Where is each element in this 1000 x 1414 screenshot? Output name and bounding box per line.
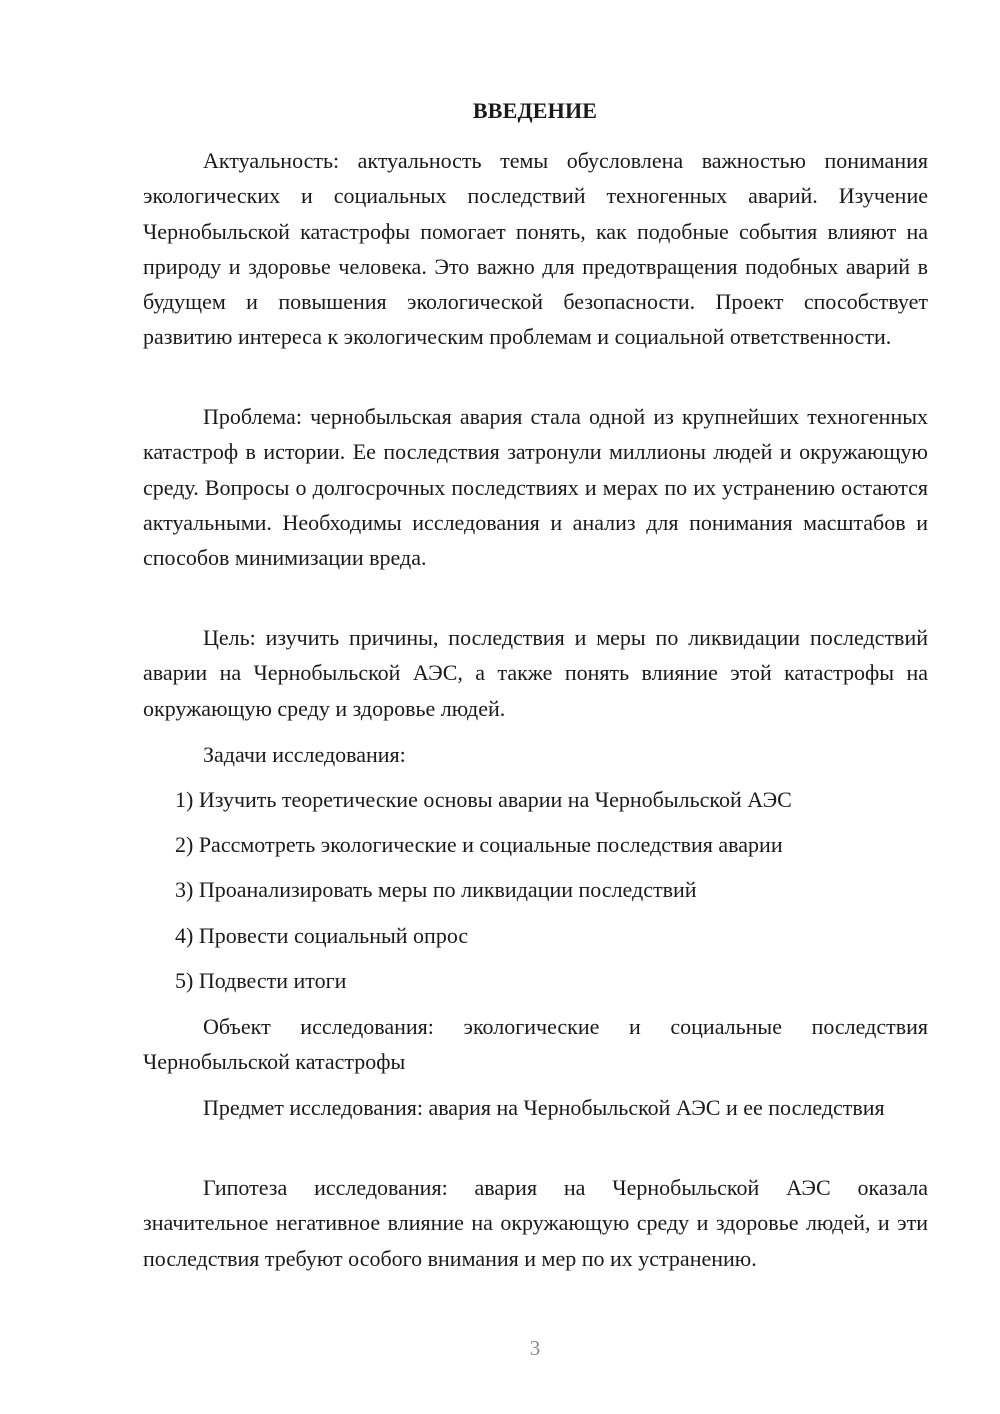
hypothesis-paragraph: Гипотеза исследования: авария на Чернобыльской АЭС оказала значительное негативное влияние на окружающую среду и здоровье людей, и эти последствия требуют особого внимания и мер по их устранению. xyxy=(143,1175,928,1271)
relevance-paragraph: Актуальность: актуальность темы обусловлена важностью понимания экологических и социальных последствий техногенных аварий. Изучение Чернобыльской катастрофы помогает понять, как подобные события влияют на природу и здоровье человека. Это важно для предотвращения подобных аварий в будущем и повышения экологической безопасности. Проект способствует развитию интереса к экологическим проблемам и социальной ответственности. xyxy=(143,148,928,350)
page-title: ВВЕДЕНИЕ xyxy=(472,98,598,123)
tasks-heading: Задачи исследования: xyxy=(203,742,406,767)
task-item: 3) Проанализировать меры по ликвидации последствий xyxy=(175,877,697,902)
object-paragraph: Объект исследования: экологические и социальные последствия Чернобыльской катастрофы xyxy=(143,1014,928,1075)
task-item: 5) Подвести итоги xyxy=(175,968,347,993)
goal-paragraph: Цель: изучить причины, последствия и меры по ликвидации последствий аварии на Чернобыльской АЭС, а также понять влияние этой катастрофы на окружающую среду и здоровье людей. xyxy=(143,625,928,721)
task-item: 4) Провести социальный опрос xyxy=(175,923,469,948)
problem-paragraph: Проблема: чернобыльская авария стала одной из крупнейших техногенных катастроф в истории. Ее последствия затронули миллионы людей и окружающую среду. Вопросы о долгосрочных последствиях и мерах по их устранению остаются актуальными. Необходимы исследования и анализ для понимания масштабов и способов минимизации вреда. xyxy=(143,404,928,571)
subject-paragraph: Предмет исследования: авария на Чернобыльской АЭС и ее последствия xyxy=(203,1095,885,1120)
page-number: 3 xyxy=(529,1336,541,1360)
task-item: 2) Рассмотреть экологические и социальные последствия аварии xyxy=(175,832,783,857)
task-item: 1) Изучить теоретические основы аварии на Чернобыльской АЭС xyxy=(175,787,792,812)
